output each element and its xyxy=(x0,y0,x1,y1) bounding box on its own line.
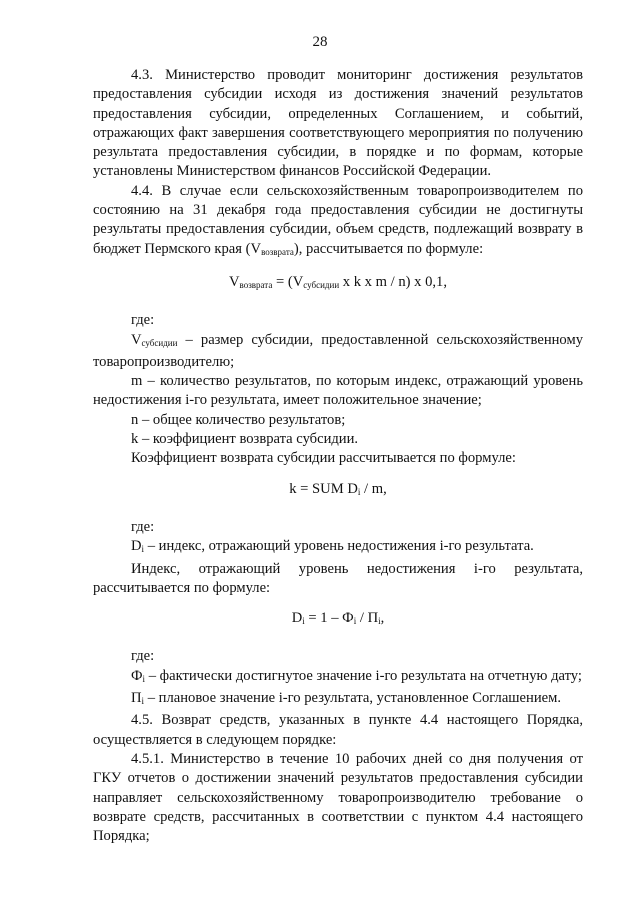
definition-pi xyxy=(93,689,583,711)
paragraph-4-4 xyxy=(93,182,583,262)
formula-3-part: / П xyxy=(356,610,379,627)
definition-symbol: V xyxy=(131,331,142,348)
formula-3-sub: i xyxy=(378,616,381,627)
paragraph-4-4-text: 4.4. В случае если сельскохозяйственным товаропроизводителем по состоянию на 31 декабря года предоставления субсидии не достигнуты результаты предоставления субсидии, объем средств, подлежащий возврату в бюджет Пермского края (V xyxy=(93,182,583,257)
formula-v-return xyxy=(93,273,583,295)
definition-v-subsidy xyxy=(93,331,583,373)
definition-k: k – коэффициент возврата субсидии. xyxy=(131,431,359,448)
formula-1-part: x k x m / n) x 0,1, xyxy=(339,273,447,290)
definition-symbol: Ф xyxy=(131,667,143,684)
definition-sub: i xyxy=(141,696,145,707)
paragraph-4-4-subscript: возврата xyxy=(261,246,294,257)
page-number: 28 xyxy=(312,34,328,50)
coefficient-intro: Коэффициент возврата субсидии рассчитывается по формуле: xyxy=(131,450,516,467)
where-label-3: где: xyxy=(131,648,155,665)
formula-1-sub: субсидии xyxy=(303,279,340,290)
definition-m: m – количество результатов, по которым индекс, отражающий уровень недостижения i-го результата, имеет положительное значение; xyxy=(93,373,583,409)
formula-3-part: , xyxy=(380,610,385,627)
definition-symbol: D xyxy=(131,538,142,555)
formula-3-part: D xyxy=(291,610,303,627)
definition-text: – фактически достигнутое значение i-го результата на отчетную дату; xyxy=(145,667,582,684)
formula-1-part: = (V xyxy=(272,273,304,290)
document-body xyxy=(93,66,583,846)
definition-symbol: П xyxy=(131,690,142,707)
index-intro: Индекс, отражающий уровень недостижения i-го результата, рассчитывается по формуле: xyxy=(93,560,583,596)
definition-sub: i xyxy=(141,544,145,555)
definition-text: – индекс, отражающий уровень недостижения i-го результата. xyxy=(144,538,534,555)
formula-3-sub: i xyxy=(353,616,357,627)
definition-d xyxy=(93,537,583,559)
paragraph-4-5-1: 4.5.1. Министерство в течение 10 рабочих дней со дня получения от ГКУ отчетов о достижении значений результатов предоставления субсидии направляет сельскохозяйственному товаропроизводителю требование о возврате средств, рассчитанных в соответствии с пунктом 4.4 настоящего Порядка; xyxy=(93,750,583,845)
where-label-2: где: xyxy=(131,518,155,535)
definition-phi xyxy=(93,667,583,689)
definition-text: – размер субсидии, предоставленной сельскохозяйственному товаропроизводителю; xyxy=(93,331,583,370)
paragraph-4-5: 4.5. Возврат средств, указанных в пункте 4.4 настоящего Порядка, осуществляется в следующем порядке: xyxy=(93,712,583,748)
where-label-1: где: xyxy=(131,312,155,329)
formula-k xyxy=(93,480,583,502)
definition-text: – плановое значение i-го результата, установленное Соглашением. xyxy=(144,690,561,707)
formula-3-part: = 1 – Ф xyxy=(304,610,354,627)
formula-d xyxy=(93,609,583,631)
formula-3-sub: i xyxy=(302,616,305,627)
formula-2-part: / m, xyxy=(360,480,387,497)
formula-1-part: V xyxy=(229,273,240,290)
definition-n: n – общее количество результатов; xyxy=(131,411,346,428)
formula-2-part: k = SUM D xyxy=(289,480,358,497)
paragraph-4-3: 4.3. Министерство проводит мониторинг достижения результатов предоставления субсидии исходя из достижения значений результатов предоставления субсидии, определенных Соглашением, и событий, отражающих факт завершения соответствующего мероприятия по получению результата предоставления субсидии, в порядке и по формам, которые установлены Министерством финансов Российской Федерации. xyxy=(93,67,583,180)
formula-2-sub: i xyxy=(357,486,361,497)
paragraph-4-4-end: ), рассчитывается по формуле: xyxy=(293,240,484,257)
formula-1-sub: возврата xyxy=(239,279,273,290)
definition-sub: субсидии xyxy=(141,337,178,348)
definition-sub: i xyxy=(142,673,146,684)
